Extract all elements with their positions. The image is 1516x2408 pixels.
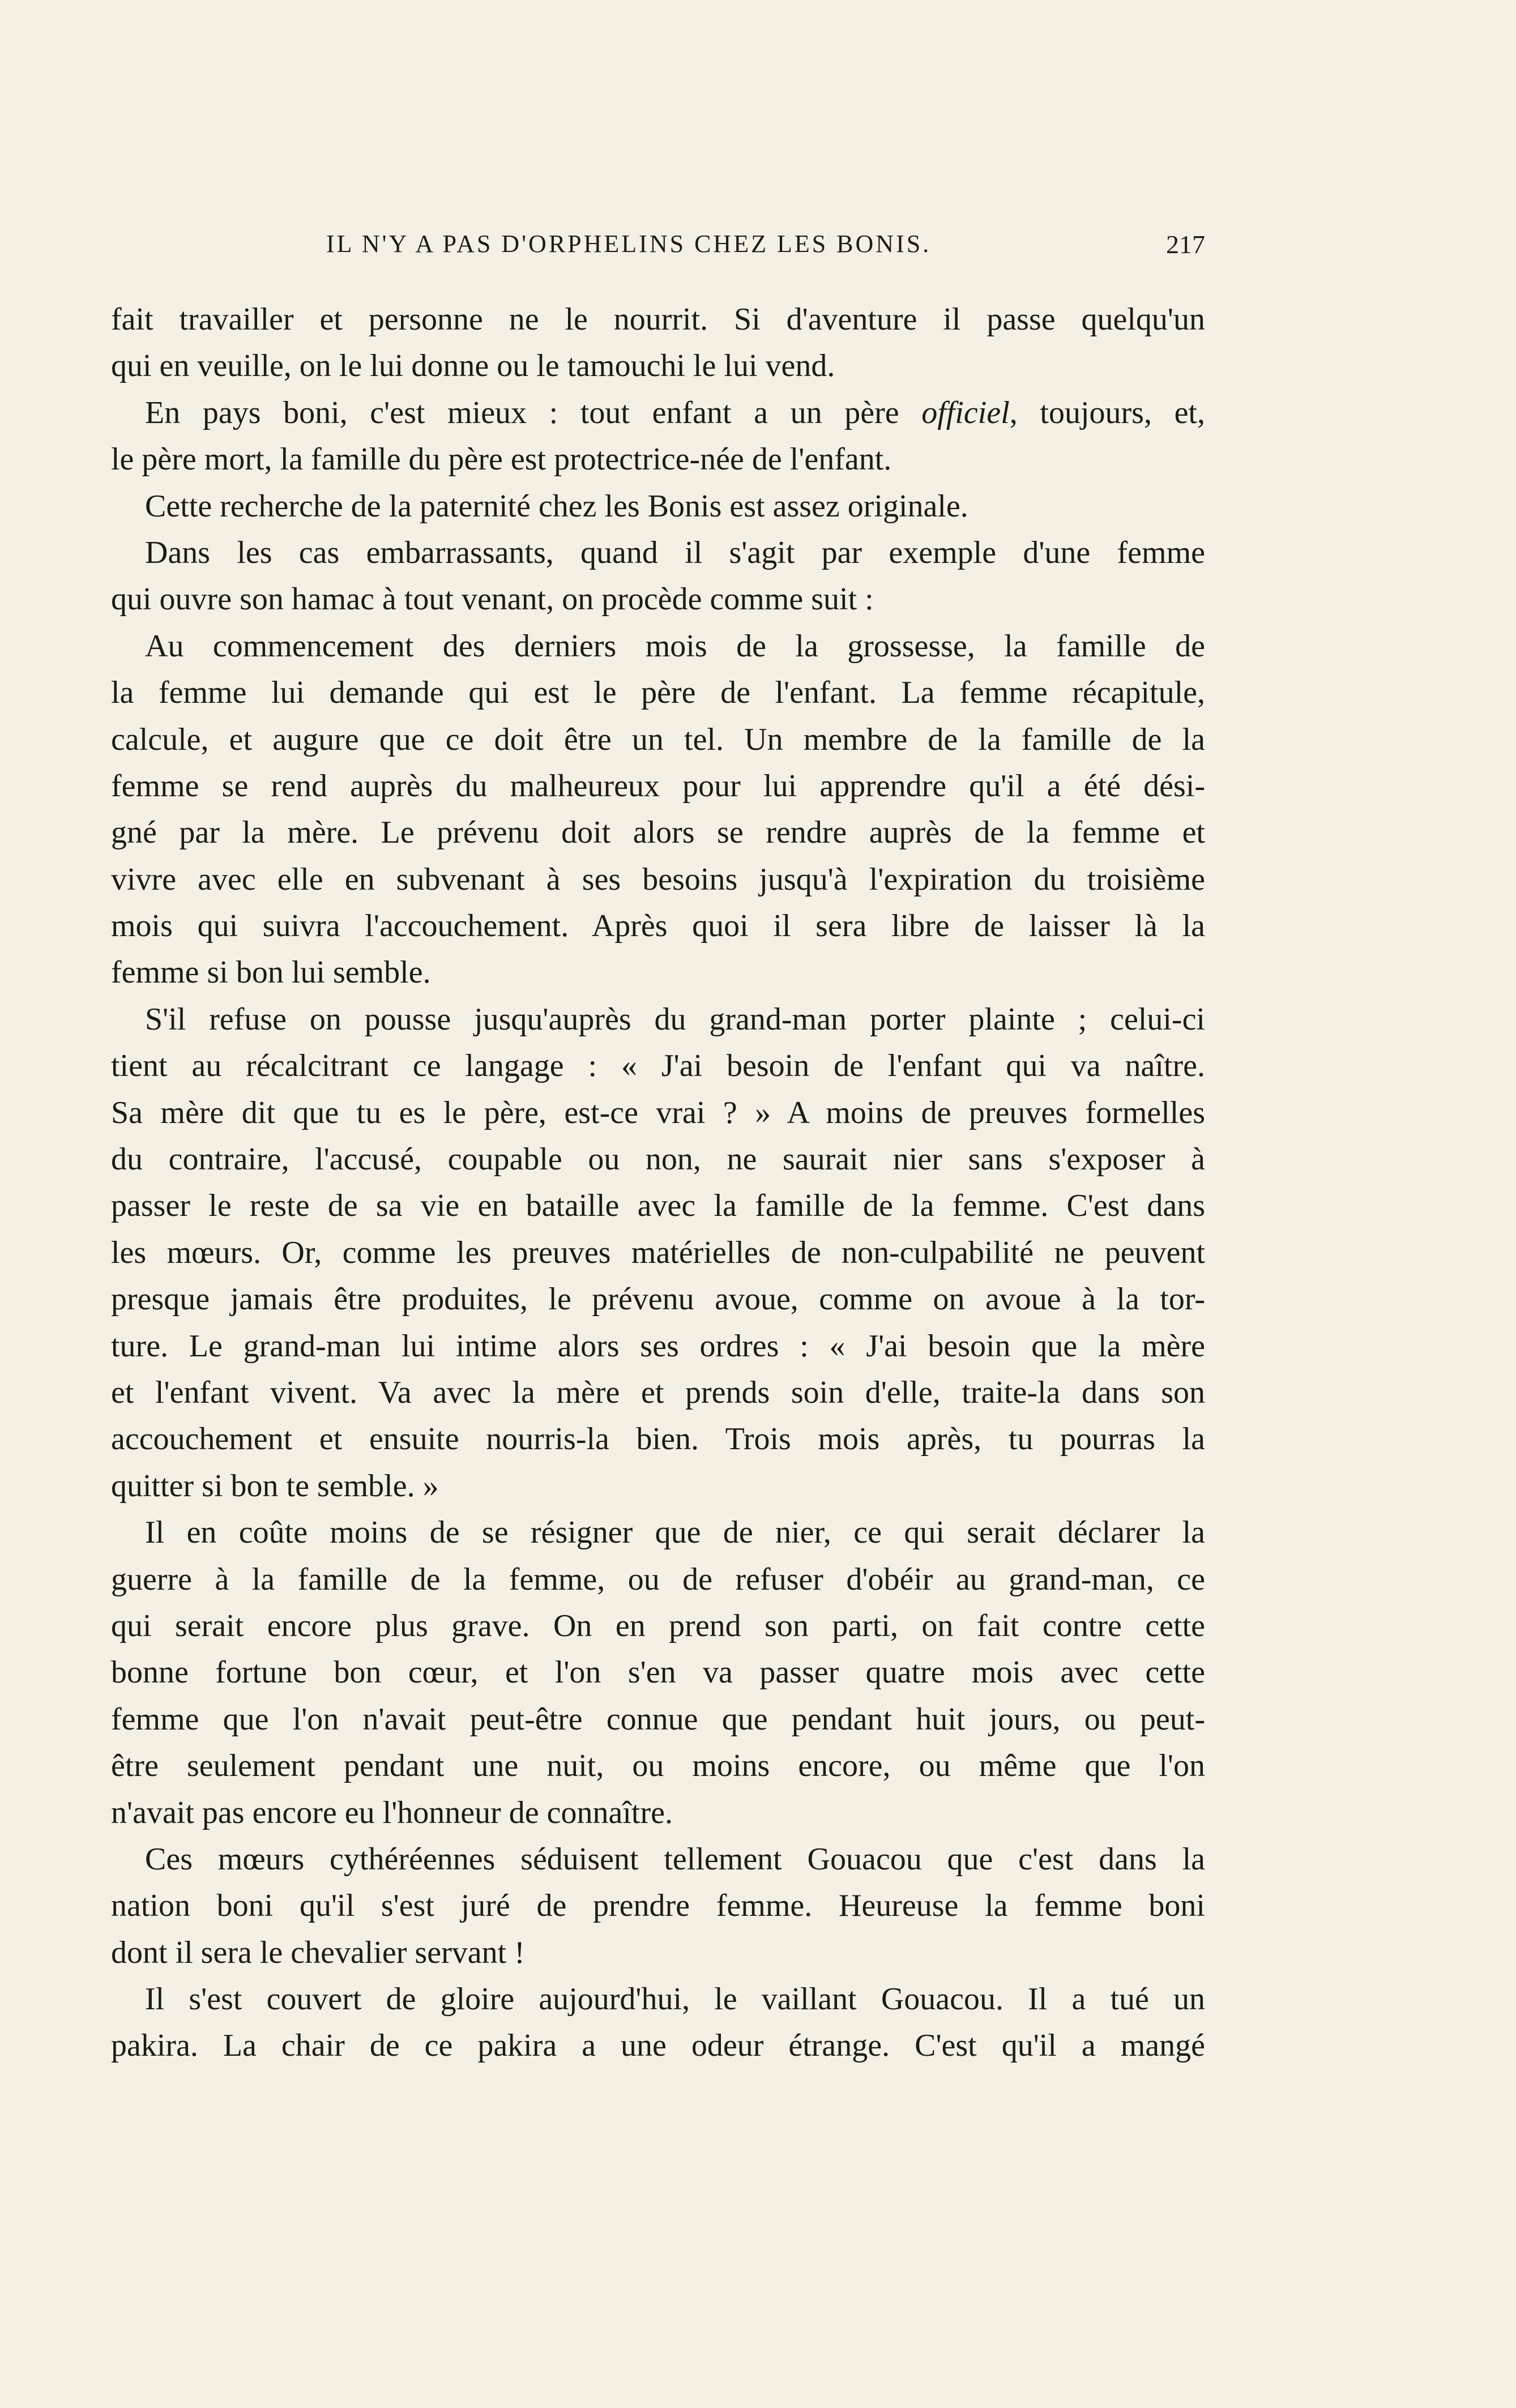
text-line: femme se rend auprès du malheureux pour lui apprendre qu'il a été dési- — [111, 768, 1205, 804]
text-line: bonne fortune bon cœur, et l'on s'en va passer quatre mois avec cette — [111, 1655, 1205, 1690]
text-line: femme si bon lui semble. — [111, 955, 431, 990]
text-line: Au commencement des derniers mois de la grossesse, la famille de — [145, 628, 1205, 664]
body-text — [111, 296, 1205, 2069]
text-line: et l'enfant vivent. Va avec la mère et prends soin d'elle, traite-la dans son — [111, 1374, 1205, 1410]
text-line: nation boni qu'il s'est juré de prendre femme. Heureuse la femme boni — [111, 1888, 1205, 1924]
text-line: mois qui suivra l'accouchement. Après quoi il sera libre de laisser là la — [111, 908, 1205, 944]
text-line: gné par la mère. Le prévenu doit alors se rendre auprès de la femme et — [111, 815, 1205, 851]
text-line: tient au récalcitrant ce langage : « J'ai besoin de l'enfant qui va naître. — [111, 1048, 1205, 1084]
text-line: En pays boni, c'est mieux : tout enfant a un père officiel, toujours, et, — [145, 395, 1205, 430]
text-line: ture. Le grand-man lui intime alors ses ordres : « J'ai besoin que la mère — [111, 1328, 1205, 1364]
text-line: pakira. La chair de ce pakira a une odeur étrange. C'est qu'il a mangé — [111, 2028, 1205, 2064]
text-line: Dans les cas embarrassants, quand il s'agit par exemple d'une femme — [145, 535, 1205, 570]
running-title: IL N'Y A PAS D'ORPHELINS CHEZ LES BONIS. — [326, 230, 932, 258]
text-line: n'avait pas encore eu l'honneur de connaître. — [111, 1795, 673, 1830]
text-line: quitter si bon te semble. » — [111, 1468, 439, 1504]
text-line: Il en coûte moins de se résigner que de nier, ce qui serait déclarer la — [145, 1515, 1205, 1551]
text-line: accouchement et ensuite nourris-la bien. Trois mois après, tu pourras la — [111, 1421, 1205, 1457]
running-head — [111, 229, 1205, 269]
text-line: S'il refuse on pousse jusqu'auprès du grand-man porter plainte ; celui-ci — [145, 1001, 1205, 1037]
text-line: les mœurs. Or, comme les preuves matérielles de non-culpabilité ne peuvent — [111, 1235, 1205, 1270]
text-line: guerre à la famille de la femme, ou de refuser d'obéir au grand-man, ce — [111, 1561, 1205, 1597]
text-line: Sa mère dit que tu es le père, est-ce vrai ? » A moins de preuves formelles — [111, 1095, 1205, 1130]
text-line: Cette recherche de la paternité chez les Bonis est assez originale. — [145, 488, 968, 524]
text-line: femme que l'on n'avait peut-être connue que pendant huit jours, ou peut- — [111, 1701, 1205, 1737]
text-line: la femme lui demande qui est le père de l'enfant. La femme récapitule, — [111, 675, 1205, 711]
text-line: être seulement pendant une nuit, ou moins encore, ou même que l'on — [111, 1748, 1205, 1784]
text-line: qui serait encore plus grave. On en prend son parti, on fait contre cette — [111, 1608, 1205, 1643]
text-line: fait travailler et personne ne le nourrit. Si d'aventure il passe quelqu'un — [111, 302, 1205, 337]
page-number: 217 — [1166, 230, 1205, 259]
text-line: dont il sera le chevalier servant ! — [111, 1935, 525, 1970]
text-line: passer le reste de sa vie en bataille avec la famille de la femme. C'est dans — [111, 1188, 1205, 1224]
text-line: Il s'est couvert de gloire aujourd'hui, le vaillant Gouacou. Il a tué un — [145, 1982, 1205, 2017]
text-line: vivre avec elle en subvenant à ses besoins jusqu'à l'expiration du troisième — [111, 861, 1205, 897]
text-line: qui ouvre son hamac à tout venant, on procède comme suit : — [111, 582, 874, 617]
text-line: presque jamais être produites, le prévenu avoue, comme on avoue à la tor- — [111, 1282, 1205, 1317]
text-line: le père mort, la famille du père est protectrice-née de l'enfant. — [111, 442, 892, 477]
text-line: du contraire, l'accusé, coupable ou non, ne saurait nier sans s'exposer à — [111, 1142, 1205, 1177]
text-line: calcule, et augure que ce doit être un tel. Un membre de la famille de la — [111, 721, 1205, 757]
text-line: Ces mœurs cythéréennes séduisent tellement Gouacou que c'est dans la — [145, 1841, 1205, 1877]
text-line: qui en veuille, on le lui donne ou le tamouchi le lui vend. — [111, 348, 835, 384]
